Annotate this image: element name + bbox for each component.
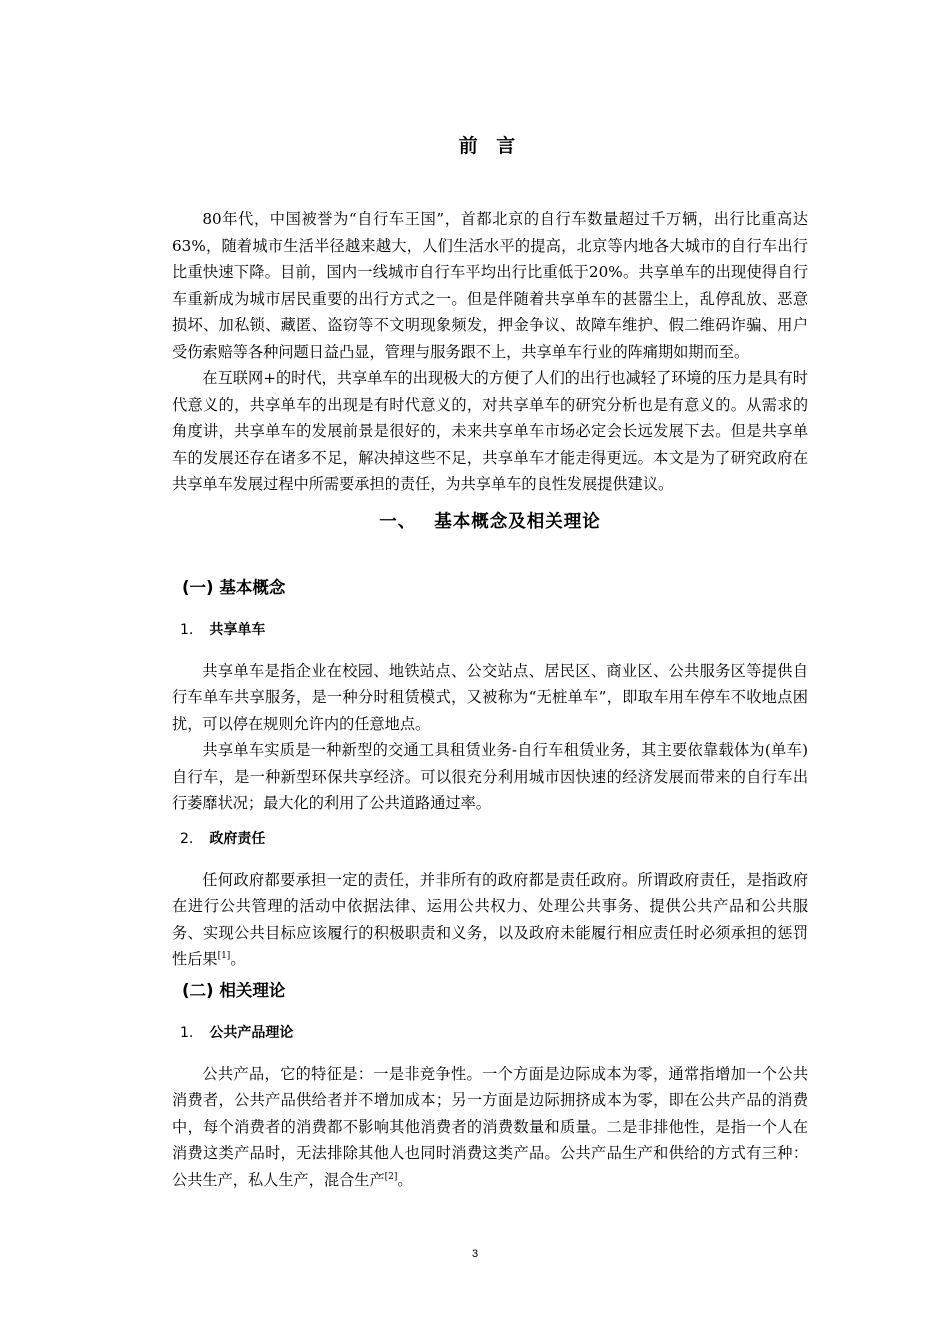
theory-1-heading (180, 1021, 808, 1045)
shared-bike-paragraph-1: 共享单车是指企业在校园、地铁站点、公交站点、居民区、商业区、公共服务区等提供自行车单车共享服务，是一种分时租赁模式，又被称为“无桩单车”，即取车用车停车不收地点困扰，可以停在规则允许内的任意地点。 (172, 661, 808, 733)
preface-paragraph-1: 80年代，中国被誉为“自行车王国”，首都北京的自行车数量超过千万辆，出行比重高达63%，随着城市生活半径越来越大，人们生活水平的提高，北京等内地各大城市的自行车出行比重快速下降。目前，国内一线城市自行车平均出行比重低于20%。共享单车的出现使得自行车重新成为城市居民重要的出行方式之一。但是伴随着共享单车的甚嚣尘上，乱停乱放、恶意损坏、加私锁、藏匿、盗窃等不文明现象频发，押金争议、故障车维护、假二维码诈骗、用户受伤索赔等各种问题日益凸显，管理与服务跟不上，共享单车行业的阵痛期如期而至。 (172, 210, 808, 361)
page-number: 3 (471, 1248, 479, 1260)
item-1-number: 1. (180, 621, 194, 638)
government-responsibility-tail: 果 (202, 950, 218, 968)
item-2-title: 政府责任 (209, 830, 266, 847)
government-responsibility-end: 。 (230, 950, 246, 968)
section-2-heading: (二) 相关理论 (182, 980, 286, 1000)
chapter-1-heading (172, 508, 808, 536)
preface-title: 前 言 (458, 135, 522, 157)
chapter-1-number: 一、 (379, 511, 417, 532)
public-goods-end: 。 (397, 1170, 413, 1189)
theory-1-number: 1. (180, 1024, 194, 1041)
citation-2[interactable]: [2] (384, 1171, 398, 1182)
shared-bike-paragraph-2: 共享单车实质是一种新型的交通工具租赁业务-自行车租赁业务，其主要依靠载体为(单车)自行车，是一种新型环保共享经济。可以很充分利用城市因快速的经济发展而带来的自行车出行萎靡状况；最大化的利用了公共道路通过率。 (172, 741, 808, 812)
public-goods-text: 公共产品，它的特征是：一是非竞争性。一个方面是边际成本为零，通常指增加一个公共消费者，公共产品供给者并不增加成本；另一方面是边际拥挤成本为零，即在公共产品的消费中，每个消费者的消费都不影响其他消费者的消费数量和质量。二是非排他性，是指一个人在消费这类产品时，无法排除其他人也同时消费这类产品。公共产品生产和供给的方式有三种：公共生产，私人生产，混合生产 (172, 1064, 808, 1189)
item-1-title: 共享单车 (209, 621, 266, 638)
government-responsibility-text: 任何政府都要承担一定的责任，并非所有的政府都是责任政府。所谓政府责任，是指政府在进行公共管理的活动中依据法律、运用公共权力、处理公共事务、提供公共产品和公共服务、实现公共目标应该履行的积极职责和义务，以及政府未能履行相应责任时必须承担的惩罚性后 (172, 870, 808, 968)
government-responsibility-paragraph (172, 867, 808, 973)
chapter-1-title: 基本概念及相关理论 (434, 511, 601, 532)
page-content (172, 130, 808, 1193)
item-2-number: 2. (180, 830, 194, 847)
section-1-heading: (一) 基本概念 (182, 577, 286, 597)
citation-1[interactable]: [1] (217, 950, 231, 961)
item-2-heading (180, 827, 808, 851)
public-goods-paragraph (172, 1061, 808, 1194)
item-1-heading (180, 618, 808, 642)
theory-1-title: 公共产品理论 (209, 1024, 294, 1041)
preface-paragraph-2: 在互联网+的时代，共享单车的出现极大的方便了人们的出行也减轻了环境的压力是具有时代意义的，共享单车的出现是有时代意义的，对共享单车的研究分析也是有意义的。从需求的角度讲，共享单车的发展前景是很好的，未来共享单车市场必定会长远发展下去。但是共享单车的发展还存在诸多不足，解决掉这些不足，共享单车才能走得更远。本文是为了研究政府在共享单车发展过程中所需要承担的责任，为共享单车的良性发展提供建议。 (172, 369, 808, 493)
